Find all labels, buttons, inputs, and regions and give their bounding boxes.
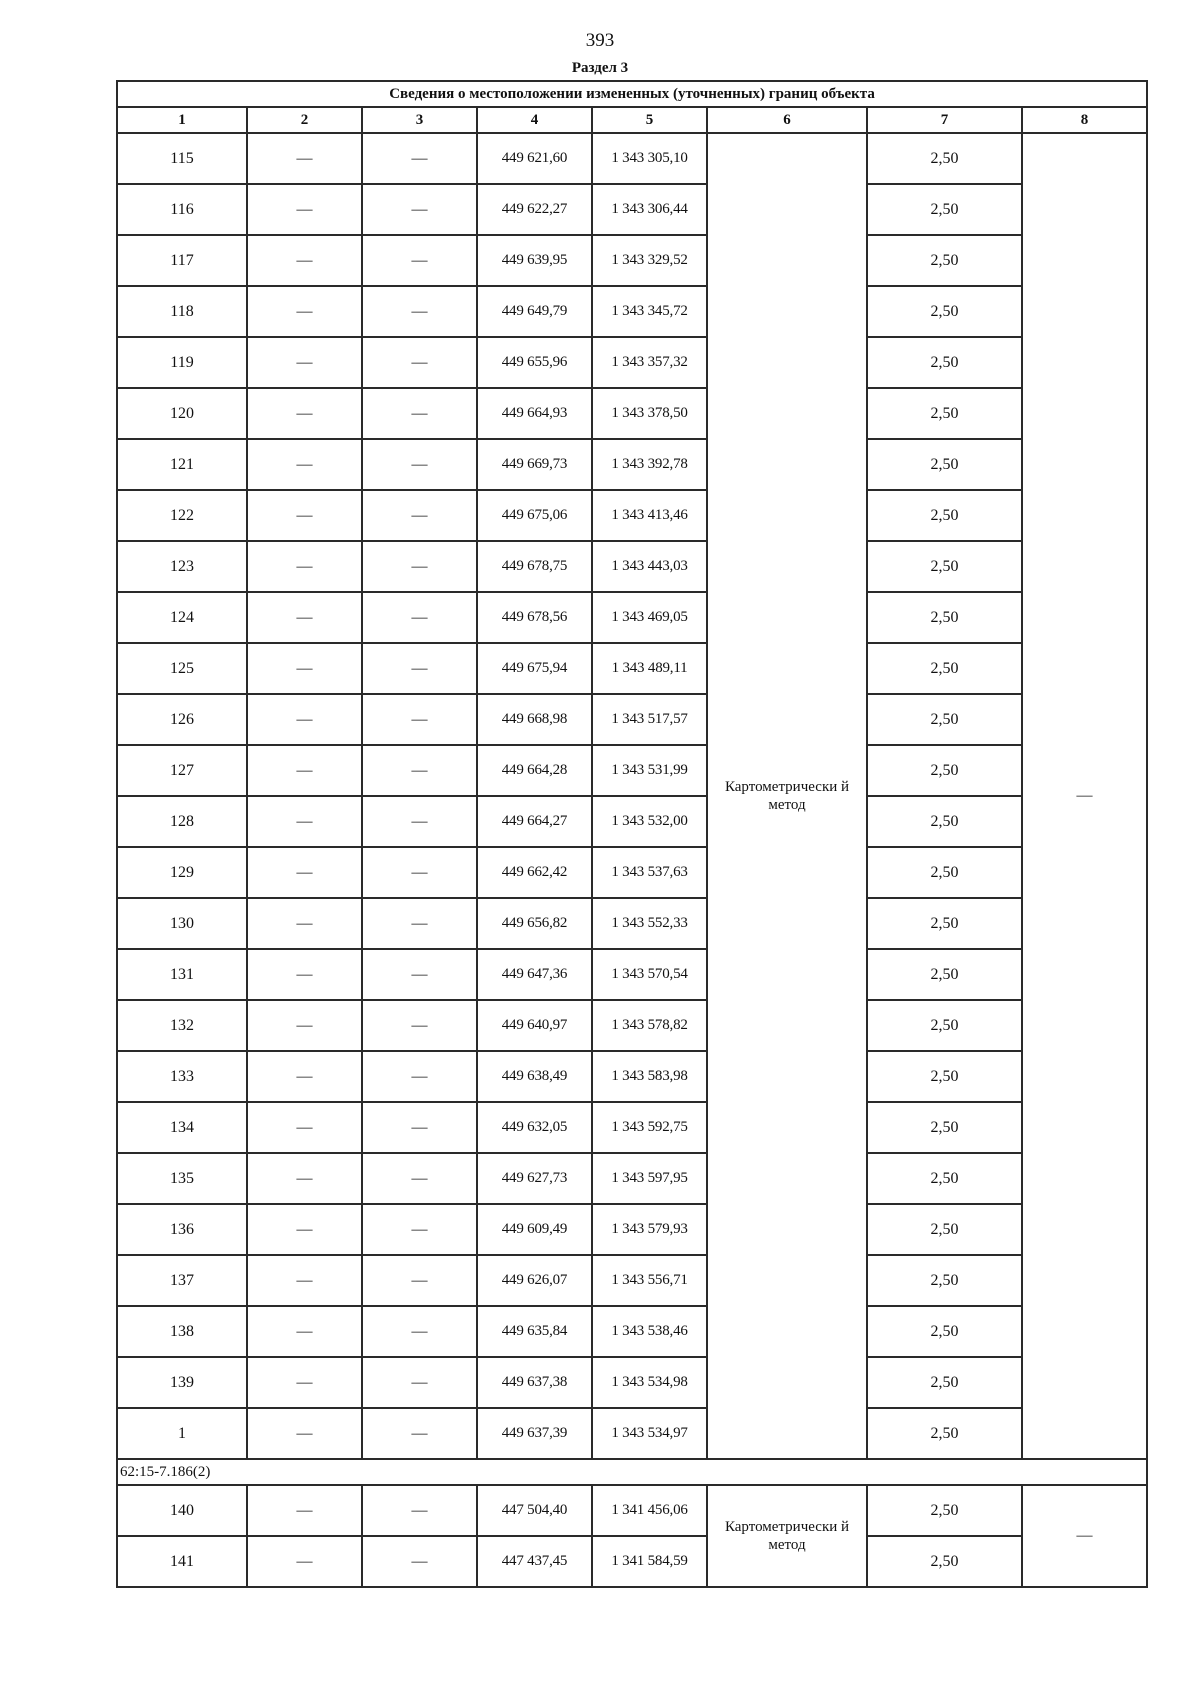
- column-3-value: —: [362, 847, 477, 898]
- column-2-value: —: [247, 235, 362, 286]
- y-coordinate: 1 343 556,71: [592, 1255, 707, 1306]
- accuracy-value: 2,50: [867, 1485, 1022, 1536]
- column-2-value: —: [247, 286, 362, 337]
- column-3-value: —: [362, 949, 477, 1000]
- accuracy-value: 2,50: [867, 337, 1022, 388]
- table-row: [117, 1306, 1147, 1357]
- point-number: 119: [117, 337, 247, 388]
- column-3-value: —: [362, 184, 477, 235]
- table-row: [117, 1357, 1147, 1408]
- point-number: 138: [117, 1306, 247, 1357]
- y-coordinate: 1 341 456,06: [592, 1485, 707, 1536]
- accuracy-value: 2,50: [867, 592, 1022, 643]
- point-number: 117: [117, 235, 247, 286]
- y-coordinate: 1 343 517,57: [592, 694, 707, 745]
- table-row: [117, 235, 1147, 286]
- accuracy-value: 2,50: [867, 1306, 1022, 1357]
- x-coordinate: 449 664,28: [477, 745, 592, 796]
- accuracy-value: 2,50: [867, 1204, 1022, 1255]
- column-number: 2: [247, 107, 362, 133]
- point-number: 133: [117, 1051, 247, 1102]
- x-coordinate: 449 664,27: [477, 796, 592, 847]
- column-3-value: —: [362, 1000, 477, 1051]
- y-coordinate: 1 343 469,05: [592, 592, 707, 643]
- x-coordinate: 449 655,96: [477, 337, 592, 388]
- accuracy-value: 2,50: [867, 1536, 1022, 1587]
- accuracy-value: 2,50: [867, 898, 1022, 949]
- column-2-value: —: [247, 1255, 362, 1306]
- x-coordinate: 449 639,95: [477, 235, 592, 286]
- column-3-value: —: [362, 1153, 477, 1204]
- page-number: 393: [585, 30, 615, 51]
- y-coordinate: 1 343 532,00: [592, 796, 707, 847]
- table-row: [117, 1536, 1147, 1587]
- accuracy-value: 2,50: [867, 133, 1022, 184]
- x-coordinate: 449 621,60: [477, 133, 592, 184]
- column-2-value: —: [247, 439, 362, 490]
- point-number: 121: [117, 439, 247, 490]
- point-number: 139: [117, 1357, 247, 1408]
- point-number: 134: [117, 1102, 247, 1153]
- column-2-value: —: [247, 388, 362, 439]
- column-3-value: —: [362, 694, 477, 745]
- column-number: 5: [592, 107, 707, 133]
- point-number: 126: [117, 694, 247, 745]
- accuracy-value: 2,50: [867, 541, 1022, 592]
- method-cell: Картометрически й метод: [707, 1485, 867, 1587]
- column-number: 4: [477, 107, 592, 133]
- accuracy-value: 2,50: [867, 1255, 1022, 1306]
- x-coordinate: 449 622,27: [477, 184, 592, 235]
- column-3-value: —: [362, 286, 477, 337]
- column-2-value: —: [247, 1102, 362, 1153]
- column-2-value: —: [247, 745, 362, 796]
- x-coordinate: 449 669,73: [477, 439, 592, 490]
- x-coordinate: 449 668,98: [477, 694, 592, 745]
- subsection-label: 62:15-7.186(2): [117, 1459, 1147, 1485]
- accuracy-value: 2,50: [867, 1051, 1022, 1102]
- y-coordinate: 1 343 305,10: [592, 133, 707, 184]
- point-number: 136: [117, 1204, 247, 1255]
- x-coordinate: 449 635,84: [477, 1306, 592, 1357]
- column-3-value: —: [362, 439, 477, 490]
- accuracy-value: 2,50: [867, 949, 1022, 1000]
- table-row: [117, 541, 1147, 592]
- point-number: 124: [117, 592, 247, 643]
- y-coordinate: 1 343 443,03: [592, 541, 707, 592]
- point-number: 122: [117, 490, 247, 541]
- x-coordinate: 447 504,40: [477, 1485, 592, 1536]
- point-number: 128: [117, 796, 247, 847]
- accuracy-value: 2,50: [867, 286, 1022, 337]
- point-number: 1: [117, 1408, 247, 1459]
- accuracy-value: 2,50: [867, 388, 1022, 439]
- accuracy-value: 2,50: [867, 847, 1022, 898]
- point-number: 129: [117, 847, 247, 898]
- column-2-value: —: [247, 1204, 362, 1255]
- x-coordinate: 449 637,39: [477, 1408, 592, 1459]
- column-3-value: —: [362, 133, 477, 184]
- table-row: [117, 643, 1147, 694]
- column-3-value: —: [362, 1204, 477, 1255]
- table-row: [117, 184, 1147, 235]
- accuracy-value: 2,50: [867, 1408, 1022, 1459]
- y-coordinate: 1 343 538,46: [592, 1306, 707, 1357]
- y-coordinate: 1 343 357,32: [592, 337, 707, 388]
- table-row: [117, 1102, 1147, 1153]
- subsection-row: [117, 1459, 1147, 1485]
- column-3-value: —: [362, 235, 477, 286]
- column-2-value: —: [247, 184, 362, 235]
- column-3-value: —: [362, 898, 477, 949]
- column-2-value: —: [247, 1153, 362, 1204]
- table-row: [117, 388, 1147, 439]
- x-coordinate: 449 678,75: [477, 541, 592, 592]
- column-2-value: —: [247, 1408, 362, 1459]
- column-2-value: —: [247, 847, 362, 898]
- table-row: [117, 745, 1147, 796]
- accuracy-value: 2,50: [867, 796, 1022, 847]
- y-coordinate: 1 343 583,98: [592, 1051, 707, 1102]
- column-2-value: —: [247, 898, 362, 949]
- x-coordinate: 447 437,45: [477, 1536, 592, 1587]
- table-row: [117, 592, 1147, 643]
- x-coordinate: 449 664,93: [477, 388, 592, 439]
- table-row: [117, 1204, 1147, 1255]
- column-3-value: —: [362, 1255, 477, 1306]
- x-coordinate: 449 675,06: [477, 490, 592, 541]
- accuracy-value: 2,50: [867, 184, 1022, 235]
- accuracy-value: 2,50: [867, 643, 1022, 694]
- column-8-value: —: [1022, 1485, 1147, 1587]
- y-coordinate: 1 343 392,78: [592, 439, 707, 490]
- column-3-value: —: [362, 541, 477, 592]
- table-row: [117, 286, 1147, 337]
- point-number: 125: [117, 643, 247, 694]
- y-coordinate: 1 343 592,75: [592, 1102, 707, 1153]
- x-coordinate: 449 649,79: [477, 286, 592, 337]
- method-cell: Картометрически й метод: [707, 133, 867, 1459]
- column-3-value: —: [362, 643, 477, 694]
- y-coordinate: 1 343 534,97: [592, 1408, 707, 1459]
- table-row: [117, 796, 1147, 847]
- table-row: [117, 337, 1147, 388]
- accuracy-value: 2,50: [867, 745, 1022, 796]
- x-coordinate: 449 627,73: [477, 1153, 592, 1204]
- column-3-value: —: [362, 1536, 477, 1587]
- y-coordinate: 1 343 552,33: [592, 898, 707, 949]
- column-2-value: —: [247, 592, 362, 643]
- column-number: 3: [362, 107, 477, 133]
- x-coordinate: 449 662,42: [477, 847, 592, 898]
- x-coordinate: 449 632,05: [477, 1102, 592, 1153]
- column-2-value: —: [247, 1485, 362, 1536]
- column-2-value: —: [247, 949, 362, 1000]
- point-number: 118: [117, 286, 247, 337]
- y-coordinate: 1 343 570,54: [592, 949, 707, 1000]
- y-coordinate: 1 343 597,95: [592, 1153, 707, 1204]
- column-2-value: —: [247, 541, 362, 592]
- column-3-value: —: [362, 1306, 477, 1357]
- coordinates-table: [116, 80, 1148, 1588]
- column-3-value: —: [362, 1102, 477, 1153]
- point-number: 137: [117, 1255, 247, 1306]
- x-coordinate: 449 609,49: [477, 1204, 592, 1255]
- accuracy-value: 2,50: [867, 490, 1022, 541]
- column-number: 1: [117, 107, 247, 133]
- point-number: 131: [117, 949, 247, 1000]
- point-number: 135: [117, 1153, 247, 1204]
- y-coordinate: 1 343 534,98: [592, 1357, 707, 1408]
- column-number: 8: [1022, 107, 1147, 133]
- table-row: [117, 898, 1147, 949]
- table-caption-row: [117, 81, 1147, 107]
- accuracy-value: 2,50: [867, 1357, 1022, 1408]
- x-coordinate: 449 638,49: [477, 1051, 592, 1102]
- table-row: [117, 1153, 1147, 1204]
- table-row: [117, 694, 1147, 745]
- column-3-value: —: [362, 490, 477, 541]
- y-coordinate: 1 343 329,52: [592, 235, 707, 286]
- y-coordinate: 1 343 489,11: [592, 643, 707, 694]
- x-coordinate: 449 656,82: [477, 898, 592, 949]
- column-3-value: —: [362, 745, 477, 796]
- x-coordinate: 449 640,97: [477, 1000, 592, 1051]
- column-2-value: —: [247, 1536, 362, 1587]
- y-coordinate: 1 343 306,44: [592, 184, 707, 235]
- point-number: 120: [117, 388, 247, 439]
- y-coordinate: 1 343 345,72: [592, 286, 707, 337]
- x-coordinate: 449 637,38: [477, 1357, 592, 1408]
- table-row: [117, 1000, 1147, 1051]
- point-number: 141: [117, 1536, 247, 1587]
- column-3-value: —: [362, 1485, 477, 1536]
- point-number: 123: [117, 541, 247, 592]
- column-3-value: —: [362, 1357, 477, 1408]
- accuracy-value: 2,50: [867, 1000, 1022, 1051]
- column-number-row: [117, 107, 1147, 133]
- column-3-value: —: [362, 1051, 477, 1102]
- column-2-value: —: [247, 1000, 362, 1051]
- point-number: 132: [117, 1000, 247, 1051]
- x-coordinate: 449 675,94: [477, 643, 592, 694]
- y-coordinate: 1 343 537,63: [592, 847, 707, 898]
- y-coordinate: 1 343 578,82: [592, 1000, 707, 1051]
- column-2-value: —: [247, 337, 362, 388]
- table-caption: Сведения о местоположении измененных (уточненных) границ объекта: [117, 81, 1147, 107]
- column-3-value: —: [362, 796, 477, 847]
- x-coordinate: 449 647,36: [477, 949, 592, 1000]
- column-2-value: —: [247, 133, 362, 184]
- point-number: 140: [117, 1485, 247, 1536]
- column-number: 7: [867, 107, 1022, 133]
- column-3-value: —: [362, 592, 477, 643]
- column-2-value: —: [247, 643, 362, 694]
- y-coordinate: 1 343 413,46: [592, 490, 707, 541]
- point-number: 115: [117, 133, 247, 184]
- accuracy-value: 2,50: [867, 235, 1022, 286]
- point-number: 116: [117, 184, 247, 235]
- accuracy-value: 2,50: [867, 694, 1022, 745]
- table-row: [117, 1255, 1147, 1306]
- table-row: [117, 490, 1147, 541]
- table-row: [117, 847, 1147, 898]
- y-coordinate: 1 341 584,59: [592, 1536, 707, 1587]
- column-8-value: —: [1022, 133, 1147, 1459]
- y-coordinate: 1 343 531,99: [592, 745, 707, 796]
- accuracy-value: 2,50: [867, 439, 1022, 490]
- y-coordinate: 1 343 378,50: [592, 388, 707, 439]
- table-row: [117, 949, 1147, 1000]
- table-row: [117, 1051, 1147, 1102]
- section-title: Раздел 3: [571, 60, 629, 76]
- column-2-value: —: [247, 796, 362, 847]
- table-row: [117, 133, 1147, 184]
- column-3-value: —: [362, 1408, 477, 1459]
- table-row: [117, 1485, 1147, 1536]
- column-2-value: —: [247, 1306, 362, 1357]
- y-coordinate: 1 343 579,93: [592, 1204, 707, 1255]
- column-number: 6: [707, 107, 867, 133]
- table-row: [117, 439, 1147, 490]
- point-number: 127: [117, 745, 247, 796]
- x-coordinate: 449 678,56: [477, 592, 592, 643]
- x-coordinate: 449 626,07: [477, 1255, 592, 1306]
- point-number: 130: [117, 898, 247, 949]
- column-2-value: —: [247, 694, 362, 745]
- column-3-value: —: [362, 337, 477, 388]
- column-2-value: —: [247, 490, 362, 541]
- column-2-value: —: [247, 1357, 362, 1408]
- accuracy-value: 2,50: [867, 1102, 1022, 1153]
- column-2-value: —: [247, 1051, 362, 1102]
- table-row: [117, 1408, 1147, 1459]
- column-3-value: —: [362, 388, 477, 439]
- accuracy-value: 2,50: [867, 1153, 1022, 1204]
